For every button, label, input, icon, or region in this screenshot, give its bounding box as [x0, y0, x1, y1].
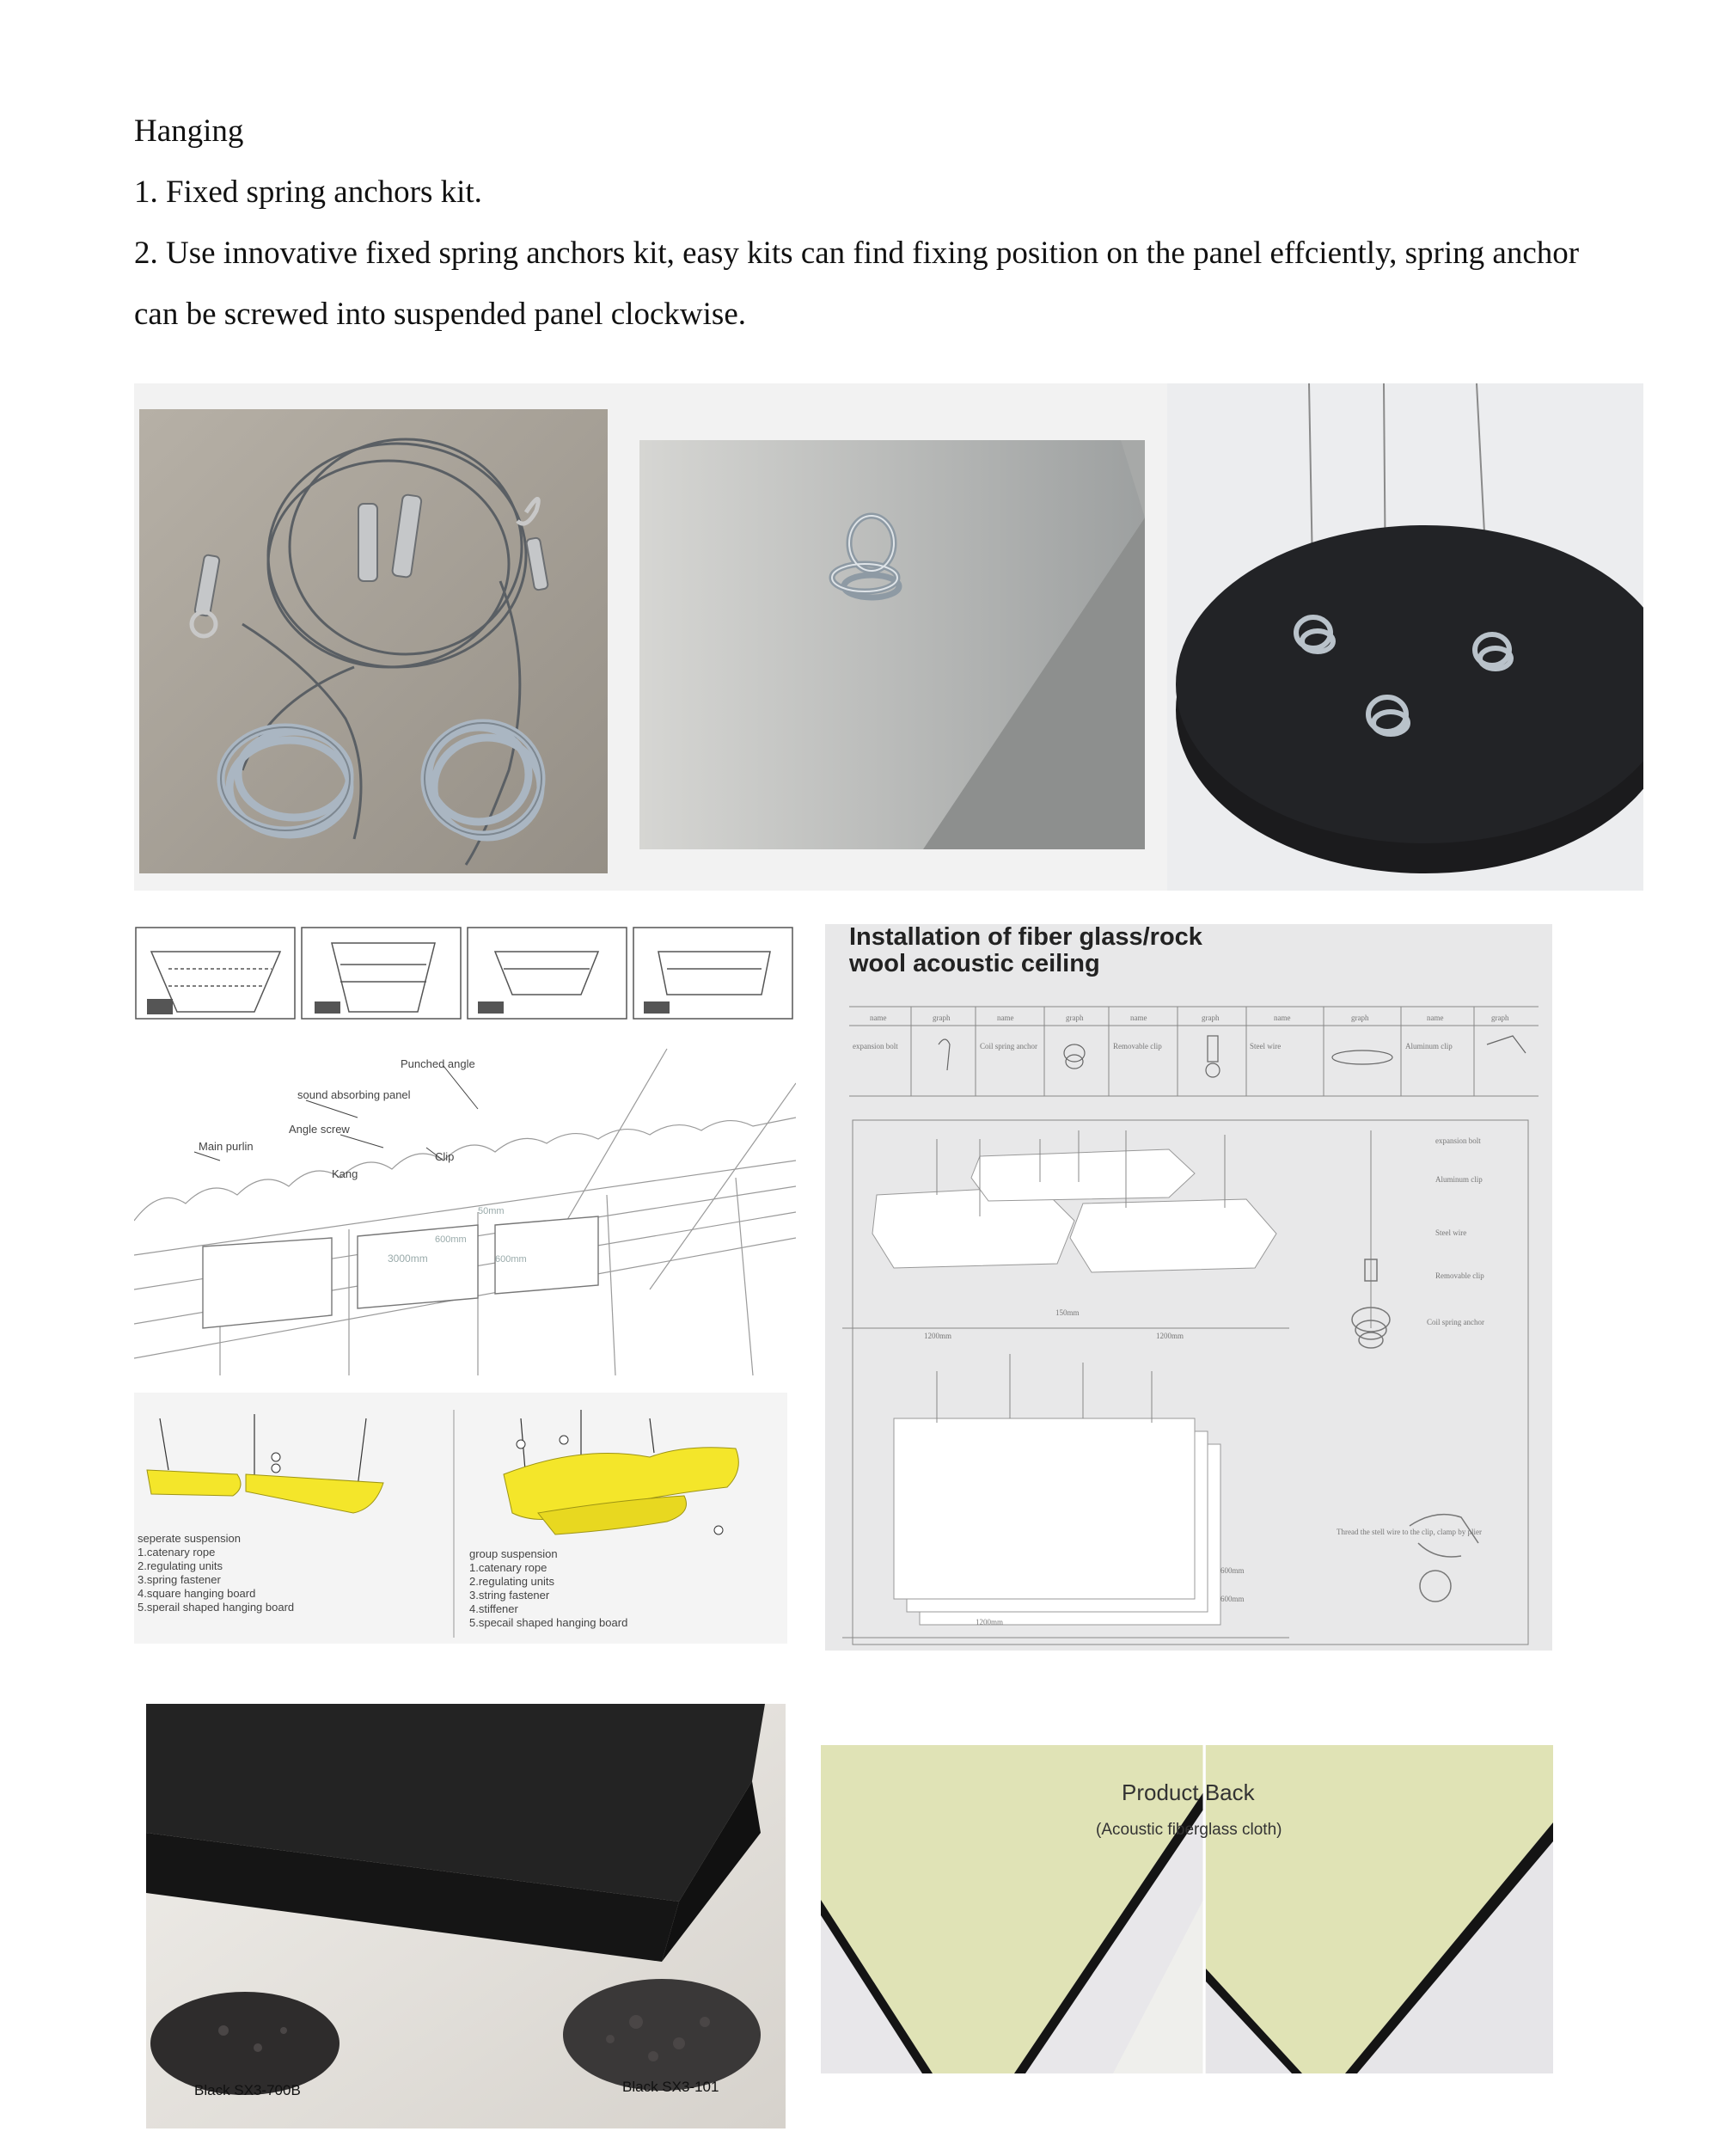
th-graph: graph [933, 1014, 951, 1022]
seperate-item: 4.square hanging board [138, 1587, 256, 1600]
td-name: Removable clip [1113, 1042, 1162, 1050]
list-item-2: 2. Use innovative fixed spring anchors kit, easy kits can find fixing position on the panel effciently, spring anchor can be screwed into suspended panel clockwise. [134, 236, 1580, 332]
th-name: name [1427, 1014, 1444, 1022]
label-punched-angle: Punched angle [401, 1057, 475, 1070]
dim-600b: 600mm [495, 1254, 527, 1265]
thumbnail-strip [134, 926, 796, 1022]
dim-3000: 3000mm [388, 1253, 428, 1265]
th-name: name [1130, 1014, 1147, 1022]
product-back-title: Product Back [1122, 1779, 1255, 1805]
seperate-item: 3.spring fastener [138, 1573, 221, 1586]
dim-1200a: 1200mm [924, 1332, 952, 1340]
install-note: Thread the stell wire to the clip, clamp by plier [1337, 1528, 1482, 1536]
install-title-line1: Installation of fiber glass/rock [849, 924, 1202, 951]
th-graph: graph [1066, 1014, 1084, 1022]
seperate-item: 1.catenary rope [138, 1546, 216, 1559]
seperate-legend [138, 1532, 294, 1614]
seperate-item: 2.regulating units [138, 1559, 223, 1572]
photo-wire-kit [139, 409, 608, 873]
photo-round-panel [1167, 383, 1643, 891]
group-title: group suspension [469, 1547, 558, 1560]
photo-anchor-panel [639, 440, 1145, 849]
td-name: Aluminum clip [1405, 1042, 1453, 1050]
suspension-diagrams [134, 1393, 787, 1644]
label-sx3-700b: Black SX3-700B [194, 2082, 301, 2098]
label-kang: Kang [332, 1167, 358, 1180]
label-sound-panel: sound absorbing panel [297, 1088, 411, 1101]
group-item: 5.specail shaped hanging board [469, 1616, 628, 1629]
group-item: 2.regulating units [469, 1575, 555, 1588]
product-back-subtitle: (Acoustic fiberglass cloth) [1096, 1821, 1282, 1839]
label-sx3-101: Black SX3-101 [622, 2079, 719, 2095]
group-item: 1.catenary rope [469, 1561, 548, 1574]
dim-600a: 600mm [435, 1234, 467, 1245]
section-heading: Hanging [134, 113, 244, 149]
installation-sheet [825, 924, 1552, 1651]
th-name: name [1274, 1014, 1291, 1022]
list-item-1: 1. Fixed spring anchors kit. [134, 175, 482, 210]
dim-1200c: 1200mm [976, 1618, 1004, 1626]
th-graph: graph [1351, 1014, 1369, 1022]
td-name: expansion bolt [853, 1042, 898, 1050]
seperate-title: seperate suspension [138, 1532, 241, 1545]
dim-50: 50mm [478, 1206, 505, 1216]
label-main-purlin: Main purlin [199, 1140, 254, 1153]
group-item: 3.string fastener [469, 1589, 550, 1602]
seperate-item: 5.sperail shaped hanging board [138, 1601, 295, 1614]
dim-150: 150mm [1055, 1308, 1080, 1317]
td-name: Coil spring anchor [980, 1042, 1037, 1050]
label-angle-screw: Angle screw [289, 1123, 350, 1136]
side-label: Removable clip [1435, 1271, 1484, 1280]
td-name: Steel wire [1250, 1042, 1282, 1050]
group-item: 4.stiffener [469, 1602, 518, 1615]
th-name: name [997, 1014, 1014, 1022]
th-graph: graph [1202, 1014, 1220, 1022]
photo-product-back [821, 1745, 1553, 2073]
dim-600a: 600mm [1220, 1566, 1245, 1575]
side-label: Steel wire [1435, 1228, 1467, 1237]
dim-1200b: 1200mm [1156, 1332, 1184, 1340]
side-label: Aluminum clip [1435, 1175, 1483, 1184]
dim-600b: 600mm [1220, 1595, 1245, 1603]
side-label: Coil spring anchor [1427, 1318, 1484, 1326]
group-legend [469, 1547, 627, 1630]
th-graph: graph [1491, 1014, 1509, 1022]
label-clip: Clip [435, 1150, 455, 1163]
photo-black-panels [146, 1704, 786, 2128]
side-label: expansion bolt [1435, 1136, 1481, 1145]
perspective-drawing [134, 1032, 796, 1375]
install-title-line2: wool acoustic ceiling [849, 950, 1100, 977]
th-name: name [870, 1014, 887, 1022]
